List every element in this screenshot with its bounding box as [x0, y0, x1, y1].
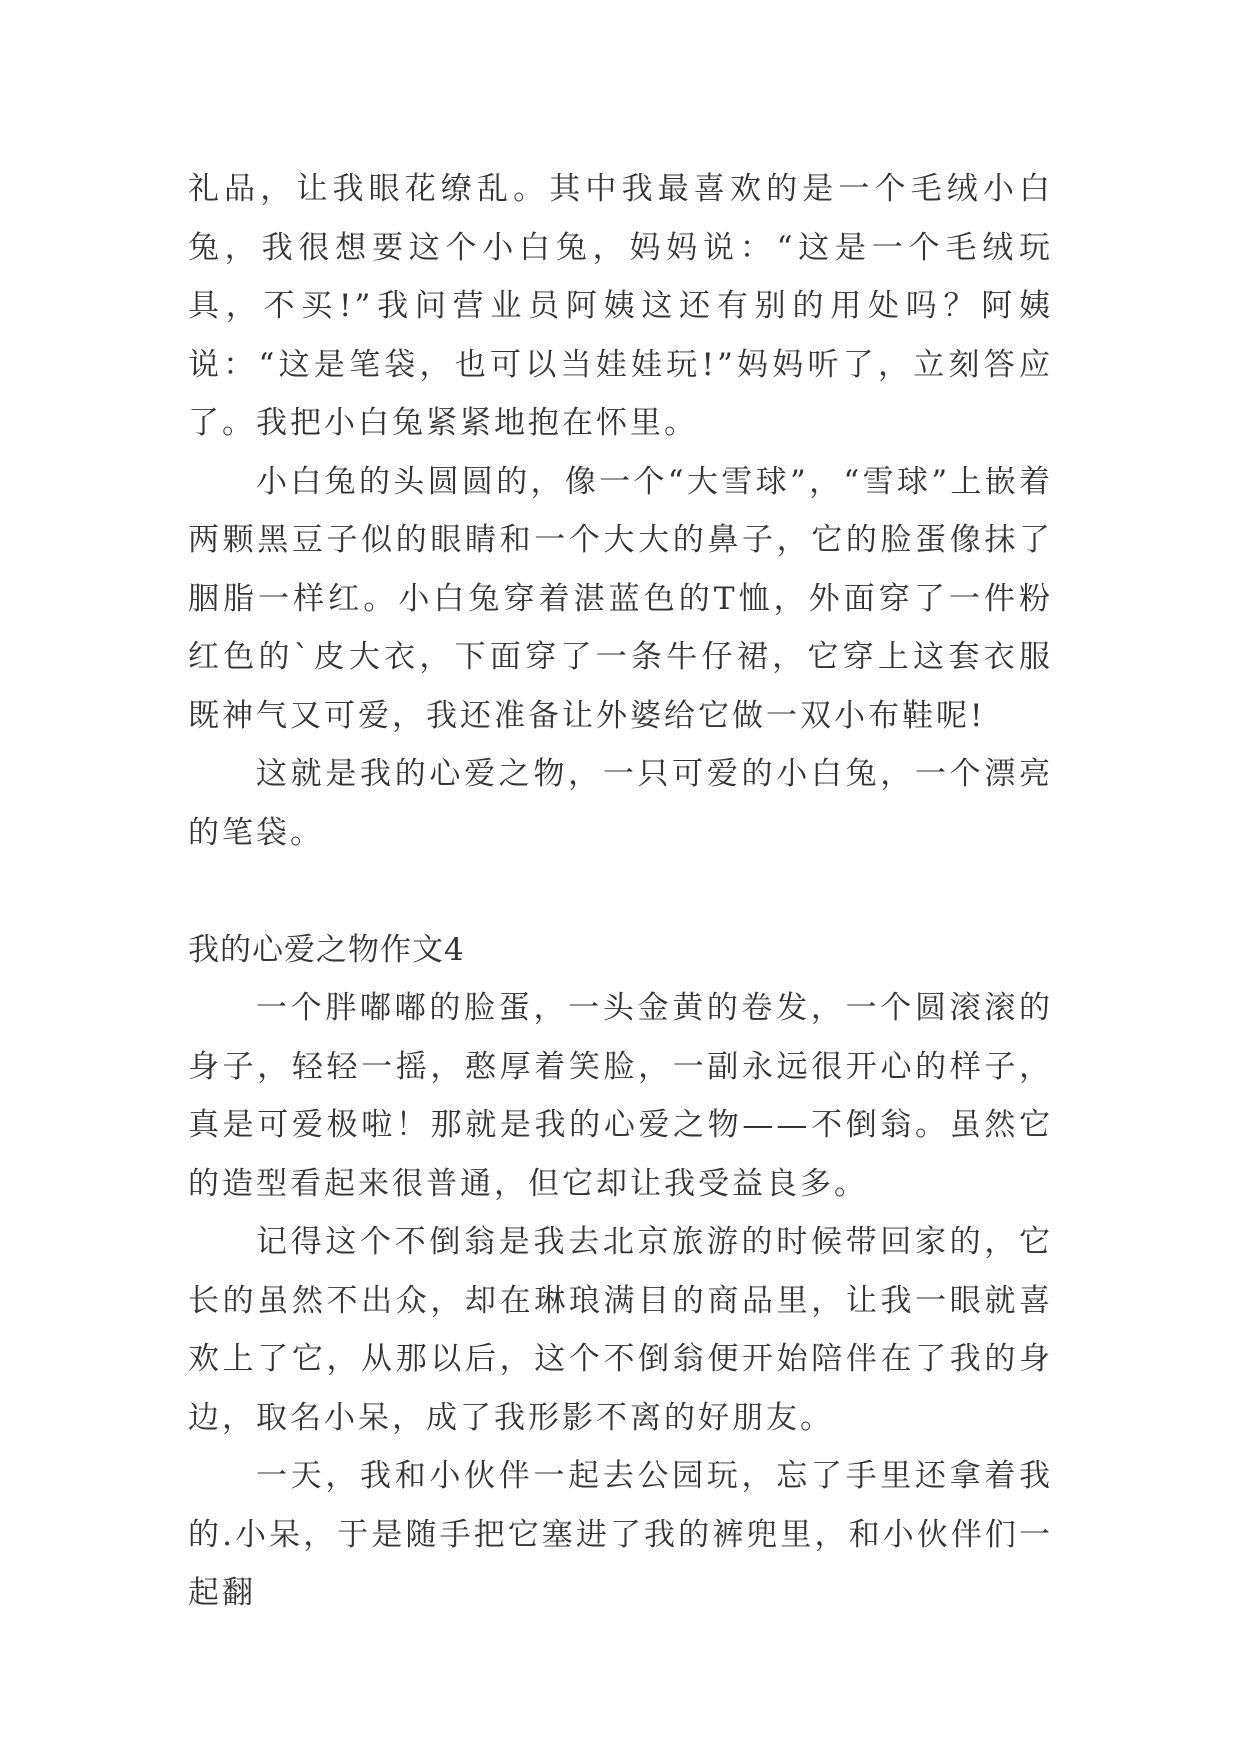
- paragraph-gift-store: 礼品，让我眼花缭乱。其中我最喜欢的是一个毛绒小白兔，我很想要这个小白兔，妈妈说：“这是一个毛绒玩具，不买!”我问营业员阿姨这还有别的用处吗？阿姨说：“这是笔袋，也可以当娃娃玩!”妈妈听了，立刻答应了。我把小白兔紧紧地抱在怀里。: [188, 171, 1053, 441]
- paragraph-rabbit-description: 小白兔的头圆圆的，像一个“大雪球”，“雪球”上嵌着两颗黑豆子似的眼睛和一个大大的鼻子，它的脸蛋像抹了胭脂一样红。小白兔穿着湛蓝色的T恤，外面穿了一件粉红色的`皮大衣，下面穿了一条牛仔裙，它穿上这套衣服既神气又可爱，我还准备让外婆给它做一双小布鞋呢!: [188, 463, 1053, 734]
- document-body: [188, 160, 1053, 1623]
- paragraph-tumbler-intro: 一个胖嘟嘟的脸蛋，一头金黄的卷发，一个圆滚滚的身子，轻轻一摇，憨厚着笑脸，一副永远很开心的样子，真是可爱极啦！那就是我的心爱之物——不倒翁。虽然它的造型看起来很普通，但它却让我受益良多。: [188, 990, 1053, 1202]
- section-heading: 我的心爱之物作文4: [188, 931, 465, 968]
- paragraph-tumbler-origin: 记得这个不倒翁是我去北京旅游的时候带回家的，它长的虽然不出众，却在琳琅满目的商品里，让我一眼就喜欢上了它，从那以后，这个不倒翁便开始陪伴在了我的身边，取名小呆，成了我形影不离的好朋友。: [188, 1224, 1053, 1436]
- paragraph-park-story: 一天，我和小伙伴一起去公园玩，忘了手里还拿着我的.小呆，于是随手把它塞进了我的裤兜里，和小伙伴们一起翻: [188, 1458, 1053, 1611]
- paragraph-rabbit-conclusion: 这就是我的心爱之物，一只可爱的小白兔，一个漂亮的笔袋。: [188, 756, 1053, 851]
- section-spacer: [188, 862, 1053, 921]
